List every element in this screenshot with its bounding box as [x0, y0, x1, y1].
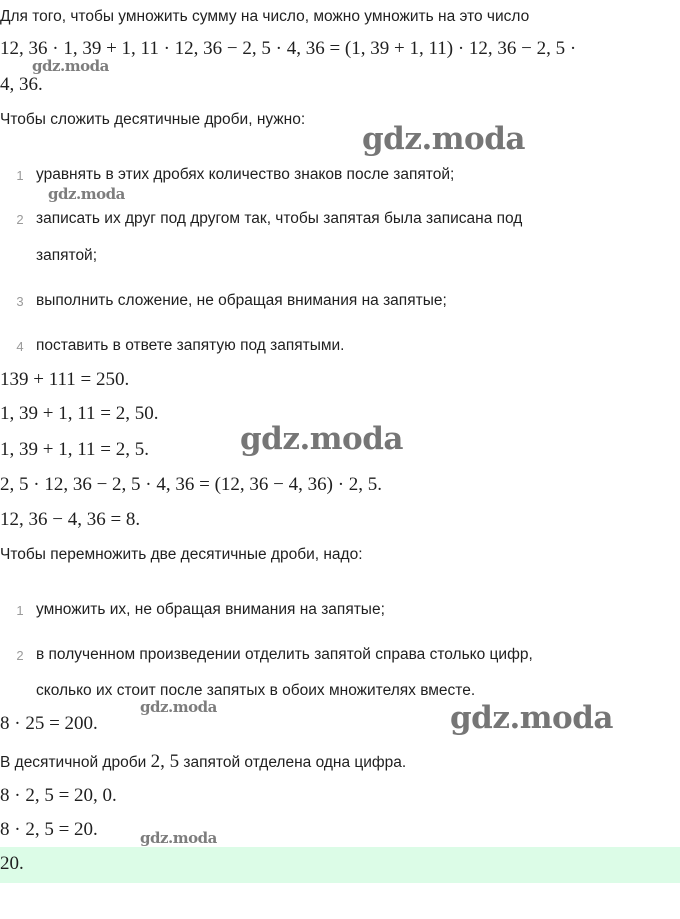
list-number: 4	[16, 339, 24, 354]
note-line	[0, 751, 406, 773]
note-suffix: запятой отделена одна цифра.	[183, 754, 407, 771]
addition-rule-title: Чтобы сложить десятичные дроби, нужно:	[0, 111, 306, 128]
answer-box	[0, 847, 680, 883]
equation-5: 2, 5 · 12, 36 − 2, 5 · 4, 36 = (12, 36 − 4, 36) · 2, 5.	[0, 474, 383, 495]
list-number: 2	[16, 212, 24, 227]
list-number: 1	[16, 603, 24, 618]
watermark: gdz.moda	[48, 185, 125, 203]
watermark: gdz.moda	[362, 121, 525, 157]
list-text: уравнять в этих дробях количество знаков после запятой;	[36, 166, 455, 183]
note-math: 2, 5	[150, 751, 180, 772]
equation-7: 8 · 25 = 200.	[0, 713, 98, 734]
list-number: 1	[16, 168, 24, 183]
equation-6: 12, 36 − 4, 36 = 8.	[0, 509, 141, 530]
note-prefix: В десятичной дроби	[0, 754, 147, 771]
equation-1-line-2: 4, 36.	[0, 74, 43, 95]
list-text: в полученном произведении отделить запятой справа столько цифр,	[36, 646, 533, 663]
list-text: поставить в ответе запятую под запятыми.	[36, 337, 345, 354]
list-number: 3	[16, 294, 24, 309]
list-text: записать их друг под другом так, чтобы запятая была записана под	[36, 210, 523, 227]
multiplication-rule-title: Чтобы перемножить две десятичные дроби, надо:	[0, 546, 363, 563]
watermark: gdz.moda	[32, 57, 109, 75]
watermark: gdz.moda	[450, 700, 613, 736]
intro-text: Для того, чтобы умножить сумму на число, можно умножить на это число	[0, 8, 530, 25]
equation-8: 8 · 2, 5 = 20, 0.	[0, 785, 117, 806]
list-text: сколько их стоит после запятых в обоих множителях вместе.	[36, 682, 476, 699]
equation-4: 1, 39 + 1, 11 = 2, 5.	[0, 439, 149, 460]
answer-value: 20.	[0, 853, 24, 874]
equation-2: 139 + 111 = 250.	[0, 369, 130, 390]
watermark: gdz.moda	[140, 829, 217, 847]
list-text: умножить их, не обращая внимания на запятые;	[36, 601, 385, 618]
watermark: gdz.moda	[240, 421, 403, 457]
equation-1-line-1: 12, 36 · 1, 39 + 1, 11 · 12, 36 − 2, 5 · 4, 36 = (1, 39 + 1, 11) · 12, 36 − 2, 5 ·	[0, 38, 577, 59]
list-text: запятой;	[36, 247, 98, 264]
equation-3: 1, 39 + 1, 11 = 2, 50.	[0, 403, 159, 424]
list-number: 2	[16, 648, 24, 663]
equation-9: 8 · 2, 5 = 20.	[0, 819, 98, 840]
watermark: gdz.moda	[140, 698, 217, 716]
list-text: выполнить сложение, не обращая внимания на запятые;	[36, 292, 447, 309]
